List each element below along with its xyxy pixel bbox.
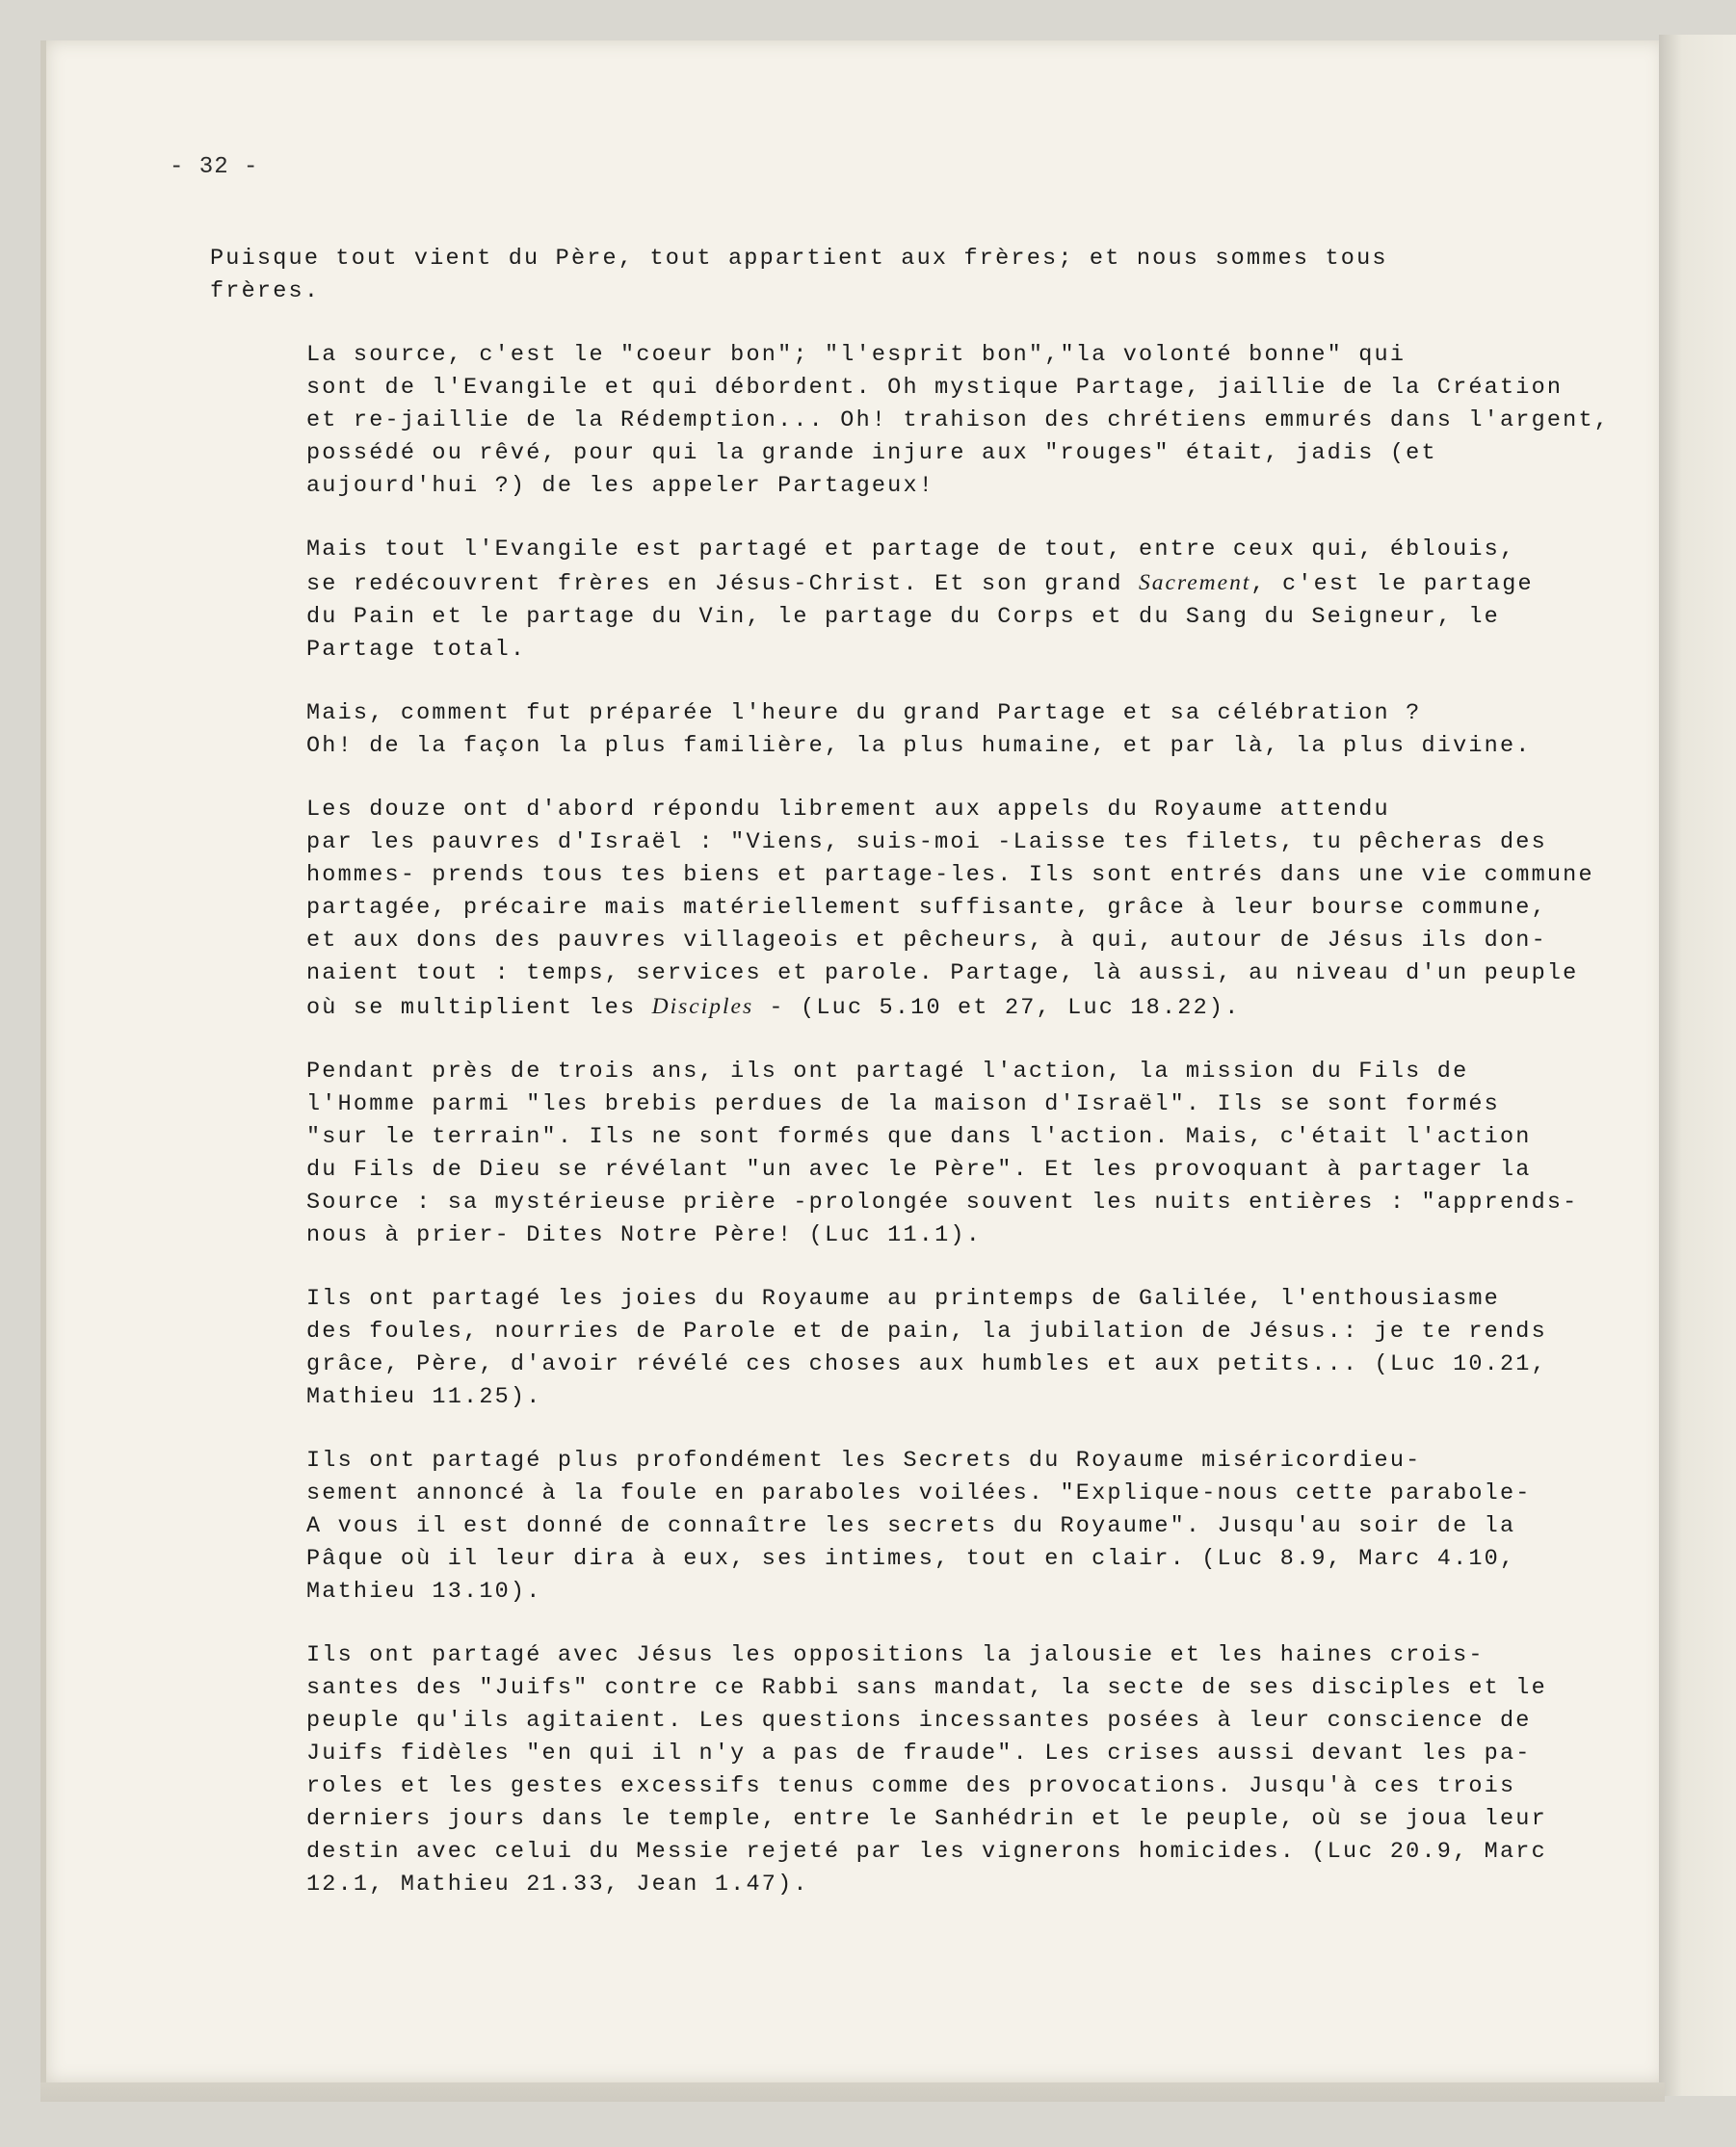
text-line: La source, c'est le "coeur bon"; "l'esprit bon","la volonté bonne" qui xyxy=(306,342,1407,368)
text-line: Source : sa mystérieuse prière -prolongée souvent les nuits entières : "apprends- xyxy=(306,1190,1579,1216)
text-line: roles et les gestes excessifs tenus comme des provocations. Jusqu'à ces trois xyxy=(306,1773,1516,1799)
text-line: Puisque tout vient du Père, tout appartient aux frères; et nous sommes tous xyxy=(210,246,1388,272)
paragraph xyxy=(210,794,1594,1025)
text-line: Les douze ont d'abord répondu librement aux appels du Royaume attendu xyxy=(306,797,1390,823)
text-line: sement annoncé à la foule en paraboles voilées. "Explique-nous cette parabole- xyxy=(306,1480,1532,1506)
text-line: "sur le terrain". Ils ne sont formés que dans l'action. Mais, c'était l'action xyxy=(306,1124,1532,1150)
text-line: 12.1, Mathieu 21.33, Jean 1.47). xyxy=(306,1872,809,1898)
body-text xyxy=(210,243,1611,1932)
text-line: Juifs fidèles "en qui il n'y a pas de fraude". Les crises aussi devant les pa- xyxy=(306,1741,1532,1767)
text-line: Mathieu 13.10). xyxy=(306,1579,542,1605)
italic-word: Disciples xyxy=(651,994,754,1019)
text-line: A vous il est donné de connaître les secrets du Royaume". Jusqu'au soir de la xyxy=(306,1513,1516,1539)
text-line: grâce, Père, d'avoir révélé ces choses aux humbles et aux petits... (Luc 10.21, xyxy=(306,1351,1547,1377)
text-line: Pendant près de trois ans, ils ont partagé l'action, la mission du Fils de xyxy=(306,1059,1469,1085)
page-number: - 32 - xyxy=(170,154,259,180)
italic-word: Sacrement xyxy=(1139,570,1251,595)
text-line: partagée, précaire mais matériellement suffisante, grâce à leur bourse commune, xyxy=(306,895,1547,921)
text-line: derniers jours dans le temple, entre le Sanhédrin et le peuple, où se joua leur xyxy=(306,1806,1547,1832)
text-line: frères. xyxy=(210,278,321,304)
text-line: possédé ou rêvé, pour qui la grande injure aux "rouges" était, jadis (et xyxy=(306,440,1437,466)
text-line: du Fils de Dieu se révélant "un avec le Père". Et les provoquant à partager la xyxy=(306,1157,1532,1183)
text-line: des foules, nourries de Parole et de pain, la jubilation de Jésus.: je te rends xyxy=(306,1319,1547,1345)
text-line: santes des "Juifs" contre ce Rabbi sans mandat, la secte de ses disciples et le xyxy=(306,1675,1547,1701)
text-line: où se multiplient les Disciples - (Luc 5.10 et 27, Luc 18.22). xyxy=(306,994,1241,1021)
text-line: l'Homme parmi "les brebis perdues de la maison d'Israël". Ils se sont formés xyxy=(306,1091,1500,1117)
text-line: nous à prier- Dites Notre Père! (Luc 11.1). xyxy=(306,1222,982,1248)
text-line: sont de l'Evangile et qui débordent. Oh mystique Partage, jaillie de la Création xyxy=(306,375,1564,401)
text-line: Oh! de la façon la plus familière, la plus humaine, et par là, la plus divine. xyxy=(306,733,1532,759)
text-line: Mais tout l'Evangile est partagé et partage de tout, entre ceux qui, éblouis, xyxy=(306,537,1516,563)
text-line: Ils ont partagé plus profondément les Secrets du Royaume miséricordieu- xyxy=(306,1448,1422,1474)
text-line: Partage total. xyxy=(306,637,527,663)
text-line: et aux dons des pauvres villageois et pêcheurs, à qui, autour de Jésus ils don- xyxy=(306,928,1547,954)
text-line: Mathieu 11.25). xyxy=(306,1384,542,1410)
text-line: Mais, comment fut préparée l'heure du grand Partage et sa célébration ? xyxy=(306,700,1422,726)
paragraph xyxy=(210,1639,1559,1901)
text-line: se redécouvrent frères en Jésus-Christ. Et son grand Sacrement, c'est le partage xyxy=(306,570,1534,597)
page-bottom-edge xyxy=(40,2082,1665,2102)
paragraph xyxy=(210,697,1559,763)
paragraph xyxy=(210,1056,1579,1252)
text-line: du Pain et le partage du Vin, le partage du Corps et du Sang du Seigneur, le xyxy=(306,604,1500,630)
text-line: aujourd'hui ?) de les appeler Partageux! xyxy=(306,473,935,499)
paragraph xyxy=(210,534,1559,667)
paragraph xyxy=(210,1445,1559,1609)
text-line: naient tout : temps, services et parole. Partage, là aussi, au niveau d'un peuple xyxy=(306,960,1579,986)
text-line: hommes- prends tous tes biens et partage-les. Ils sont entrés dans une vie commune xyxy=(306,862,1594,888)
text-line: peuple qu'ils agitaient. Les questions incessantes posées à leur conscience de xyxy=(306,1708,1532,1734)
text-line: destin avec celui du Messie rejeté par les vignerons homicides. (Luc 20.9, Marc xyxy=(306,1839,1547,1865)
text-line: Pâque où il leur dira à eux, ses intimes, tout en clair. (Luc 8.9, Marc 4.10, xyxy=(306,1546,1516,1572)
paragraph xyxy=(210,339,1611,503)
next-page-edge xyxy=(1659,35,1736,2096)
text-line: Ils ont partagé avec Jésus les oppositions la jalousie et les haines crois- xyxy=(306,1642,1485,1668)
paragraph xyxy=(210,243,1559,308)
paragraph xyxy=(210,1283,1559,1414)
text-line: et re-jaillie de la Rédemption... Oh! trahison des chrétiens emmurés dans l'argent, xyxy=(306,407,1611,433)
text-line: Ils ont partagé les joies du Royaume au printemps de Galilée, l'enthousiasme xyxy=(306,1286,1500,1312)
text-line: par les pauvres d'Israël : "Viens, suis-moi -Laisse tes filets, tu pêcheras des xyxy=(306,829,1547,855)
